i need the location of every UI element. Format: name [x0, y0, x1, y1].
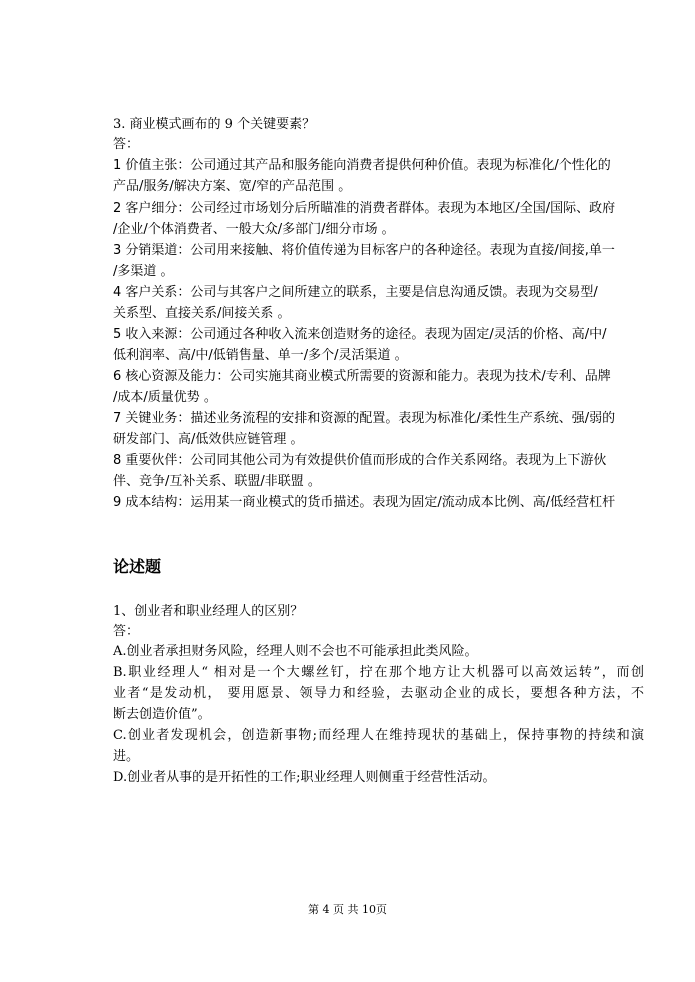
- q3-line: 3 分销渠道：公司用来接触、将价值传递为目标客户的各种途径。表现为直接/间接,单一: [113, 243, 615, 258]
- essay-line: D.创业者从事的是开拓性的工作;职业经理人则侧重于经营性活动。: [113, 770, 496, 785]
- q3-line: 研发部门、高/低效供应链管理 。: [113, 432, 304, 447]
- q3-line: 4 客户关系：公司与其客户之间所建立的联系，主要是信息沟通反馈。表现为交易型/: [113, 285, 598, 300]
- essay-line: C.创业者发现机会，创造新事物;而经理人在维持现状的基础上，保持事物的持续和演: [113, 728, 644, 743]
- essay-line: A.创业者承担财务风险，经理人则不会也不可能承担此类风险。: [113, 644, 478, 659]
- answer-label: 答：: [113, 137, 140, 152]
- q3-line: 9 成本结构：运用某一商业模式的货币描述。表现为固定/流动成本比例、高/低经营杠杆: [113, 495, 616, 510]
- q3-line: /成本/质量优势 。: [113, 390, 217, 405]
- q3-line: 8 重要伙伴：公司同其他公司为有效提供价值而形成的合作关系网络。表现为上下游伙: [113, 453, 607, 468]
- section-heading: 论述题: [113, 557, 162, 576]
- q3-line: 2 客户细分：公司经过市场划分后所瞄准的消费者群体。表现为本地区/全国/国际、政府: [113, 201, 616, 216]
- page-footer: 第 4 页 共 10页: [308, 903, 387, 916]
- q3-line: 伴、竞争/互补关系、联盟/非联盟 。: [113, 474, 321, 489]
- essay-line: 进。: [113, 749, 140, 764]
- essay-question-1-title: 1、创业者和职业经理人的区别？: [113, 604, 304, 619]
- q3-line: /多渠道 。: [113, 264, 174, 279]
- essay-line: 断去创造价值”。: [113, 707, 211, 722]
- q3-line: 6 核心资源及能力：公司实施其商业模式所需要的资源和能力。表现为技术/专利、品牌: [113, 369, 611, 384]
- q3-line: 1 价值主张：公司通过其产品和服务能向消费者提供何种价值。表现为标准化/个性化的: [113, 158, 611, 173]
- q3-line: 5 收入来源：公司通过各种收入流来创造财务的途径。表现为固定/灵活的价格、高/中/: [113, 327, 607, 342]
- q3-line: 7 关键业务：描述业务流程的安排和资源的配置。表现为标准化/柔性生产系统、强/弱的: [113, 411, 616, 426]
- essay-line: B.职业经理人“ 相对是一个大螺丝钉，拧在那个地方让大机器可以高效运转”，而创: [113, 665, 644, 680]
- q3-line: /企业/个体消费者、一般大众/多部门/细分市场 。: [113, 222, 395, 237]
- question-3-title: 3. 商业模式画布的 9 个关键要素？: [113, 117, 316, 132]
- essay-line: 业者“是发动机， 要用愿景、领导力和经验，去驱动企业的成长，要想各种方法，不: [113, 686, 644, 701]
- answer-label: 答：: [113, 624, 140, 639]
- q3-line: 关系型、直接关系/间接关系 。: [113, 306, 291, 321]
- q3-line: 低利润率、高/中/低销售量、单一/多个/灵活渠道 。: [113, 348, 408, 363]
- q3-line: 产品/服务/解决方案、宽/窄的产品范围 。: [113, 179, 352, 194]
